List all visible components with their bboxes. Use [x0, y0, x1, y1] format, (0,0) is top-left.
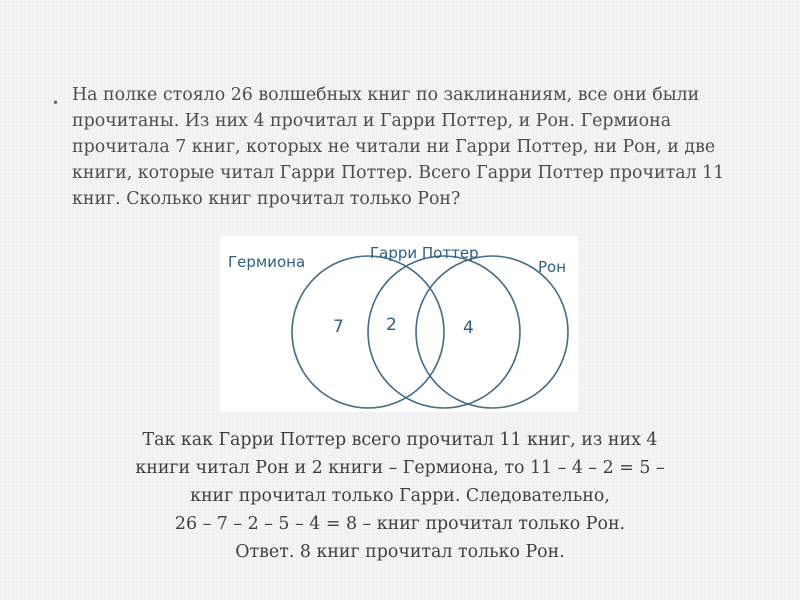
value-hermione-harry: 2: [386, 315, 397, 335]
venn-diagram: [220, 236, 578, 412]
venn-svg: [220, 236, 578, 412]
value-hermione-only: 7: [333, 317, 344, 337]
solution-line: 26 – 7 – 2 – 5 – 4 = 8 – книг прочитал только Рон.: [174, 514, 626, 534]
solution-line: Так как Гарри Поттер всего прочитал 11 книг, из них 4: [142, 430, 658, 450]
problem-text: На полке стояло 26 волшебных книг по заклинаниям, все они были прочитаны. Из них 4 прочитал и Гарри Поттер, и Рон. Гермиона прочитала 7 книг, которых не читали ни Гарри Поттер, ни Рон, и две книги, которые читал Гарри Поттер. Всего Гарри Поттер прочитал 11 книг. Сколько книг прочитал только Рон?: [72, 85, 725, 209]
solution-line: книг прочитал только Гарри. Следовательно,: [190, 486, 610, 506]
bullet-marker: •: [52, 96, 60, 110]
value-harry-ron: 4: [463, 318, 474, 338]
solution-text: [100, 426, 700, 566]
circle-ron: [416, 256, 568, 408]
label-ron: Рон: [538, 258, 567, 276]
label-hermione: Гермиона: [228, 253, 306, 271]
solution-line: Ответ. 8 книг прочитал только Рон.: [235, 542, 565, 562]
label-harry: Гарри Поттер: [370, 244, 479, 262]
solution-line: книги читал Рон и 2 книги – Гермиона, то 11 – 4 – 2 = 5 –: [135, 458, 665, 478]
